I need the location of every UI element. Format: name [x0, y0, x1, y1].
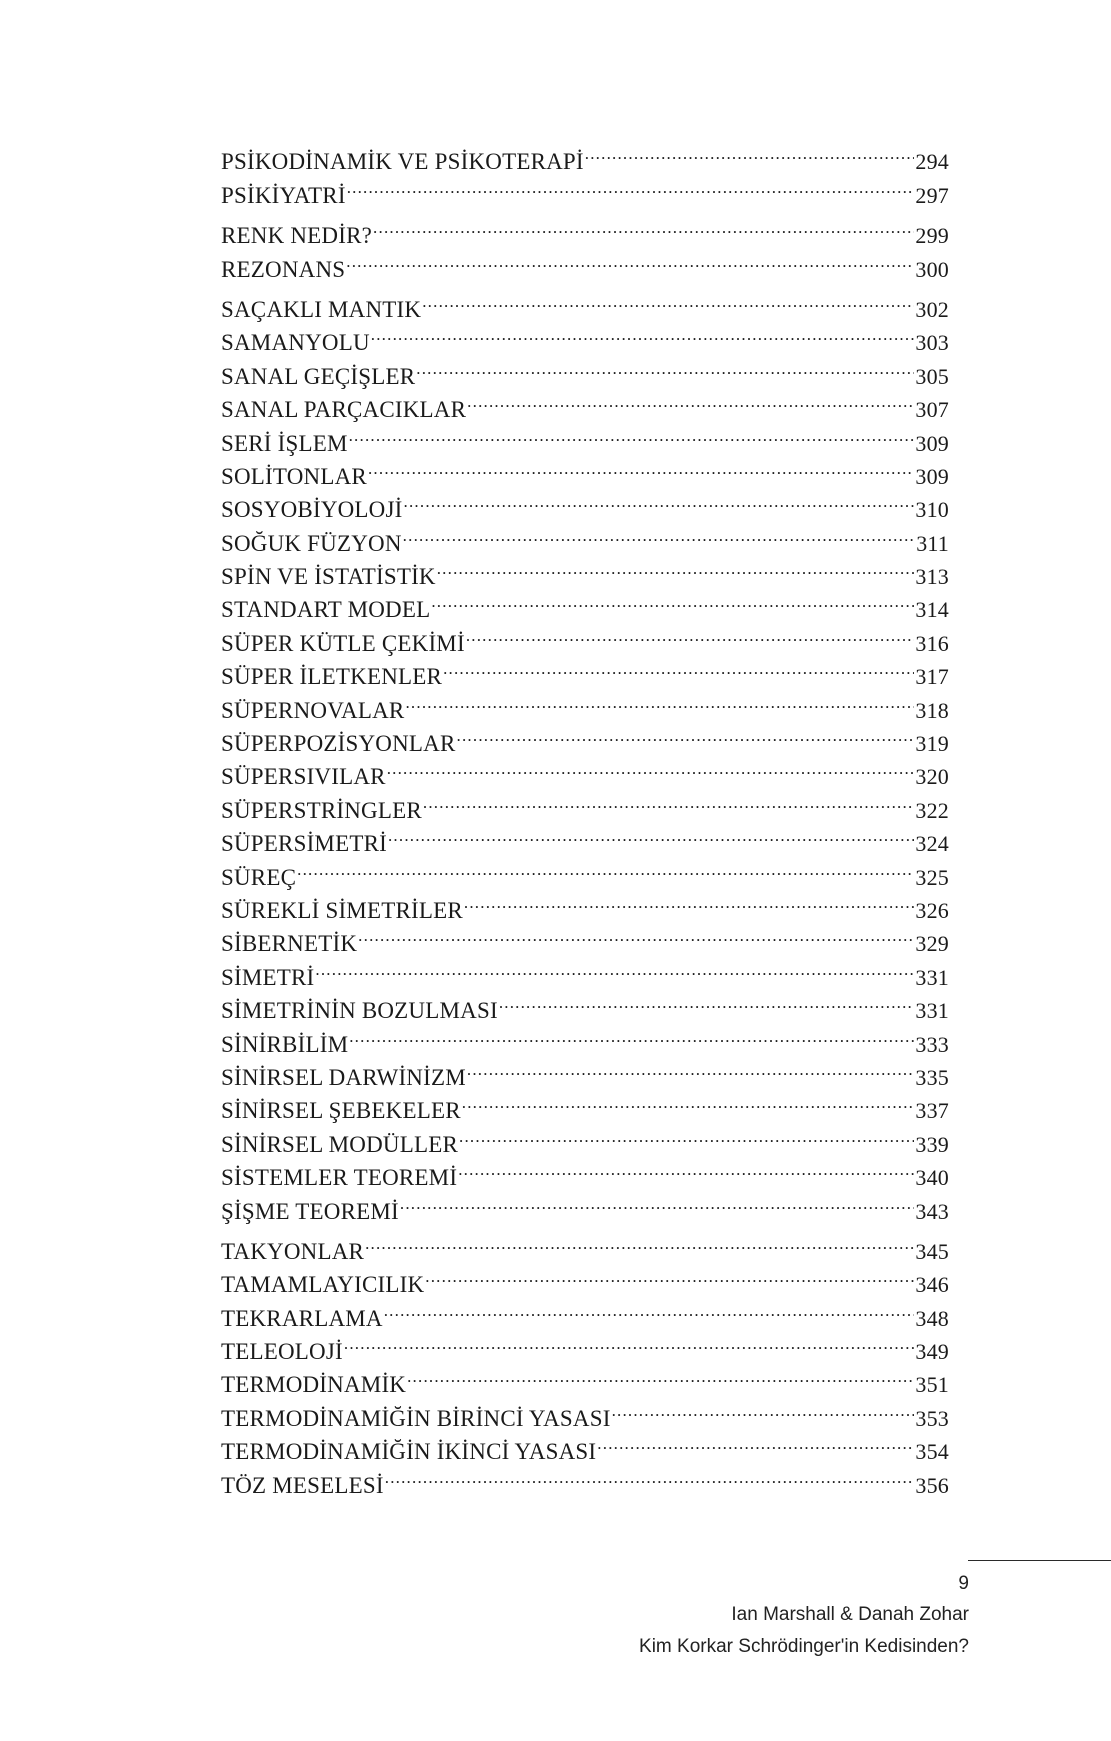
footer-authors: Ian Marshall & Danah Zohar: [731, 1604, 969, 1625]
toc-entry-title: SÜREÇ: [221, 864, 297, 890]
toc-entry-title: TELEOLOJİ: [221, 1339, 343, 1365]
dot-leader: [400, 1185, 915, 1218]
dot-leader: [315, 951, 914, 984]
toc-entry-page: 294: [915, 149, 949, 175]
dot-leader: [387, 751, 915, 784]
dot-leader: [416, 350, 914, 383]
toc-entry-page: 335: [915, 1064, 949, 1090]
toc-entry-title: SİNİRSEL ŞEBEKELER: [221, 1098, 461, 1124]
toc-group: [221, 136, 949, 208]
toc-entry-title: SİNİRBİLİM: [221, 1031, 349, 1057]
toc-entry-title: RENK NEDİR?: [221, 223, 373, 249]
toc-entry-title: TERMODİNAMİĞİN İKİNCİ YASASI: [221, 1439, 597, 1465]
toc-entry-title: SİNİRSEL MODÜLLER: [221, 1131, 459, 1157]
dot-leader: [464, 885, 914, 918]
toc-entry-page: 331: [915, 998, 949, 1024]
page-number: 9: [958, 1573, 969, 1594]
toc-entry-page: 305: [915, 363, 949, 389]
toc-entry-title: PSİKODİNAMİK VE PSİKOTERAPİ: [221, 149, 584, 175]
table-of-contents: [221, 136, 949, 1498]
toc-entry-page: 353: [915, 1405, 949, 1431]
dot-leader: [347, 169, 915, 202]
dot-leader: [365, 1226, 914, 1259]
dot-leader: [403, 517, 916, 550]
toc-entry-title: SÜPER KÜTLE ÇEKİMİ: [221, 630, 465, 656]
dot-leader: [458, 1152, 914, 1185]
dot-leader: [349, 1018, 914, 1051]
toc-entry-page: 348: [915, 1305, 949, 1331]
toc-entry-title: TAKYONLAR: [221, 1238, 365, 1264]
dot-leader: [368, 451, 914, 484]
toc-group: [221, 284, 949, 1224]
toc-entry-title: SİBERNETİK: [221, 931, 358, 957]
toc-entry-page: 320: [915, 764, 949, 790]
dot-leader: [388, 818, 914, 851]
dot-leader: [459, 1118, 914, 1151]
toc-entry-page: 316: [915, 630, 949, 656]
toc-entry: [221, 951, 949, 990]
toc-entry-page: 314: [915, 597, 949, 623]
toc-entry-title: TÖZ MESELESİ: [221, 1472, 384, 1498]
toc-entry-page: 307: [915, 397, 949, 423]
toc-entry-title: TAMAMLAYICILIK: [221, 1272, 425, 1298]
toc-entry-title: SOLİTONLAR: [221, 463, 367, 489]
toc-entry-page: 340: [915, 1165, 949, 1191]
dot-leader: [425, 1259, 914, 1292]
toc-entry-page: 300: [915, 256, 949, 282]
dot-leader: [407, 1359, 914, 1392]
toc-entry-title: SAÇAKLI MANTIK: [221, 296, 422, 322]
toc-entry-title: SAMANYOLU: [221, 330, 370, 356]
dot-leader: [467, 1052, 915, 1085]
dot-leader: [385, 1459, 915, 1492]
dot-leader: [466, 617, 915, 650]
toc-entry-page: 322: [915, 797, 949, 823]
toc-entry-title: SPİN VE İSTATİSTİK: [221, 564, 436, 590]
toc-entry: [221, 985, 949, 1024]
toc-entry-title: SOSYOBİYOLOJİ: [221, 497, 403, 523]
toc-entry-page: 302: [915, 296, 949, 322]
toc-entry-title: SÜPERNOVALAR: [221, 697, 405, 723]
toc-entry-title: TERMODİNAMİK: [221, 1372, 407, 1398]
toc-entry-title: ŞİŞME TEOREMİ: [221, 1198, 399, 1224]
toc-entry: [221, 885, 949, 923]
toc-entry-page: 310: [915, 497, 949, 523]
toc-entry-page: 337: [915, 1098, 949, 1124]
toc-entry-title: REZONANS: [221, 256, 346, 282]
footer-divider: [968, 1560, 1111, 1561]
dot-leader: [344, 1326, 915, 1359]
toc-entry-page: 324: [915, 831, 949, 857]
dot-leader: [431, 584, 914, 617]
dot-leader: [405, 684, 914, 717]
dot-leader: [437, 551, 915, 584]
toc-entry-page: 333: [915, 1031, 949, 1057]
dot-leader: [499, 985, 915, 1018]
toc-entry-page: 356: [915, 1472, 949, 1498]
toc-entry-title: SOĞUK FÜZYON: [221, 530, 402, 556]
toc-entry-title: PSİKİYATRİ: [221, 182, 346, 208]
toc-entry-page: 345: [915, 1238, 949, 1264]
toc-entry-title: TERMODİNAMİĞİN BİRİNCİ YASASI: [221, 1405, 611, 1431]
toc-entry-title: SÜREKLİ SİMETRİLER: [221, 897, 463, 923]
toc-entry: [221, 851, 949, 890]
toc-entry-page: 297: [915, 182, 949, 208]
toc-entry-page: 329: [915, 931, 949, 957]
toc-entry-title: STANDART MODEL: [221, 597, 431, 623]
toc-entry-title: SÜPER İLETKENLER: [221, 664, 443, 690]
toc-entry-page: 317: [915, 664, 949, 690]
toc-entry-page: 313: [915, 564, 949, 590]
toc-entry-page: 309: [915, 463, 949, 489]
toc-entry: [221, 210, 949, 249]
toc-entry-page: 354: [915, 1439, 949, 1465]
toc-entry-page: 339: [915, 1131, 949, 1157]
toc-entry-page: 331: [915, 964, 949, 990]
toc-entry-page: 351: [915, 1372, 949, 1398]
toc-entry-page: 318: [915, 697, 949, 723]
dot-leader: [346, 243, 914, 276]
toc-entry-page: 303: [915, 330, 949, 356]
dot-leader: [358, 918, 914, 951]
dot-leader: [597, 1426, 914, 1459]
footer-book-title: Kim Korkar Schrödinger'in Kedisinden?: [639, 1636, 969, 1657]
toc-entry-title: SÜPERSİMETRİ: [221, 831, 387, 857]
dot-leader: [404, 484, 915, 517]
toc-entry-page: 299: [915, 223, 949, 249]
toc-entry-title: SİSTEMLER TEOREMİ: [221, 1165, 458, 1191]
toc-entry-title: SERİ İŞLEM: [221, 430, 348, 456]
toc-entry-page: 346: [915, 1272, 949, 1298]
toc-entry-title: SÜPERSIVILAR: [221, 764, 386, 790]
toc-entry-page: 311: [916, 530, 949, 556]
dot-leader: [384, 1292, 915, 1325]
toc-entry-page: 325: [915, 864, 949, 890]
toc-group: [221, 1226, 949, 1498]
toc-entry-page: 326: [915, 897, 949, 923]
toc-entry-title: SİMETRİ: [221, 964, 315, 990]
dot-leader: [443, 651, 914, 684]
toc-entry: [221, 1226, 949, 1264]
dot-leader: [373, 210, 914, 243]
dot-leader: [371, 317, 915, 350]
toc-entry-page: 309: [915, 430, 949, 456]
toc-entry: [221, 136, 949, 175]
dot-leader: [462, 1085, 915, 1118]
toc-entry-title: SÜPERSTRİNGLER: [221, 797, 422, 823]
toc-entry-title: TEKRARLAMA: [221, 1305, 383, 1331]
dot-leader: [297, 851, 914, 884]
toc-entry: [221, 284, 949, 322]
dot-leader: [457, 718, 915, 751]
dot-leader: [423, 784, 915, 817]
dot-leader: [422, 284, 914, 317]
toc-entry-title: SİMETRİNİN BOZULMASI: [221, 998, 498, 1024]
toc-group: [221, 210, 949, 282]
toc-entry-page: 349: [915, 1339, 949, 1365]
toc-entry-title: SÜPERPOZİSYONLAR: [221, 731, 456, 757]
toc-entry-title: SİNİRSEL DARWİNİZM: [221, 1064, 466, 1090]
toc-entry-page: 319: [915, 731, 949, 757]
toc-entry-page: 343: [915, 1198, 949, 1224]
toc-entry-title: SANAL GEÇİŞLER: [221, 363, 416, 389]
dot-leader: [612, 1392, 915, 1425]
toc-entry-title: SANAL PARÇACIKLAR: [221, 397, 467, 423]
dot-leader: [585, 136, 915, 169]
dot-leader: [467, 384, 914, 417]
dot-leader: [349, 417, 915, 450]
